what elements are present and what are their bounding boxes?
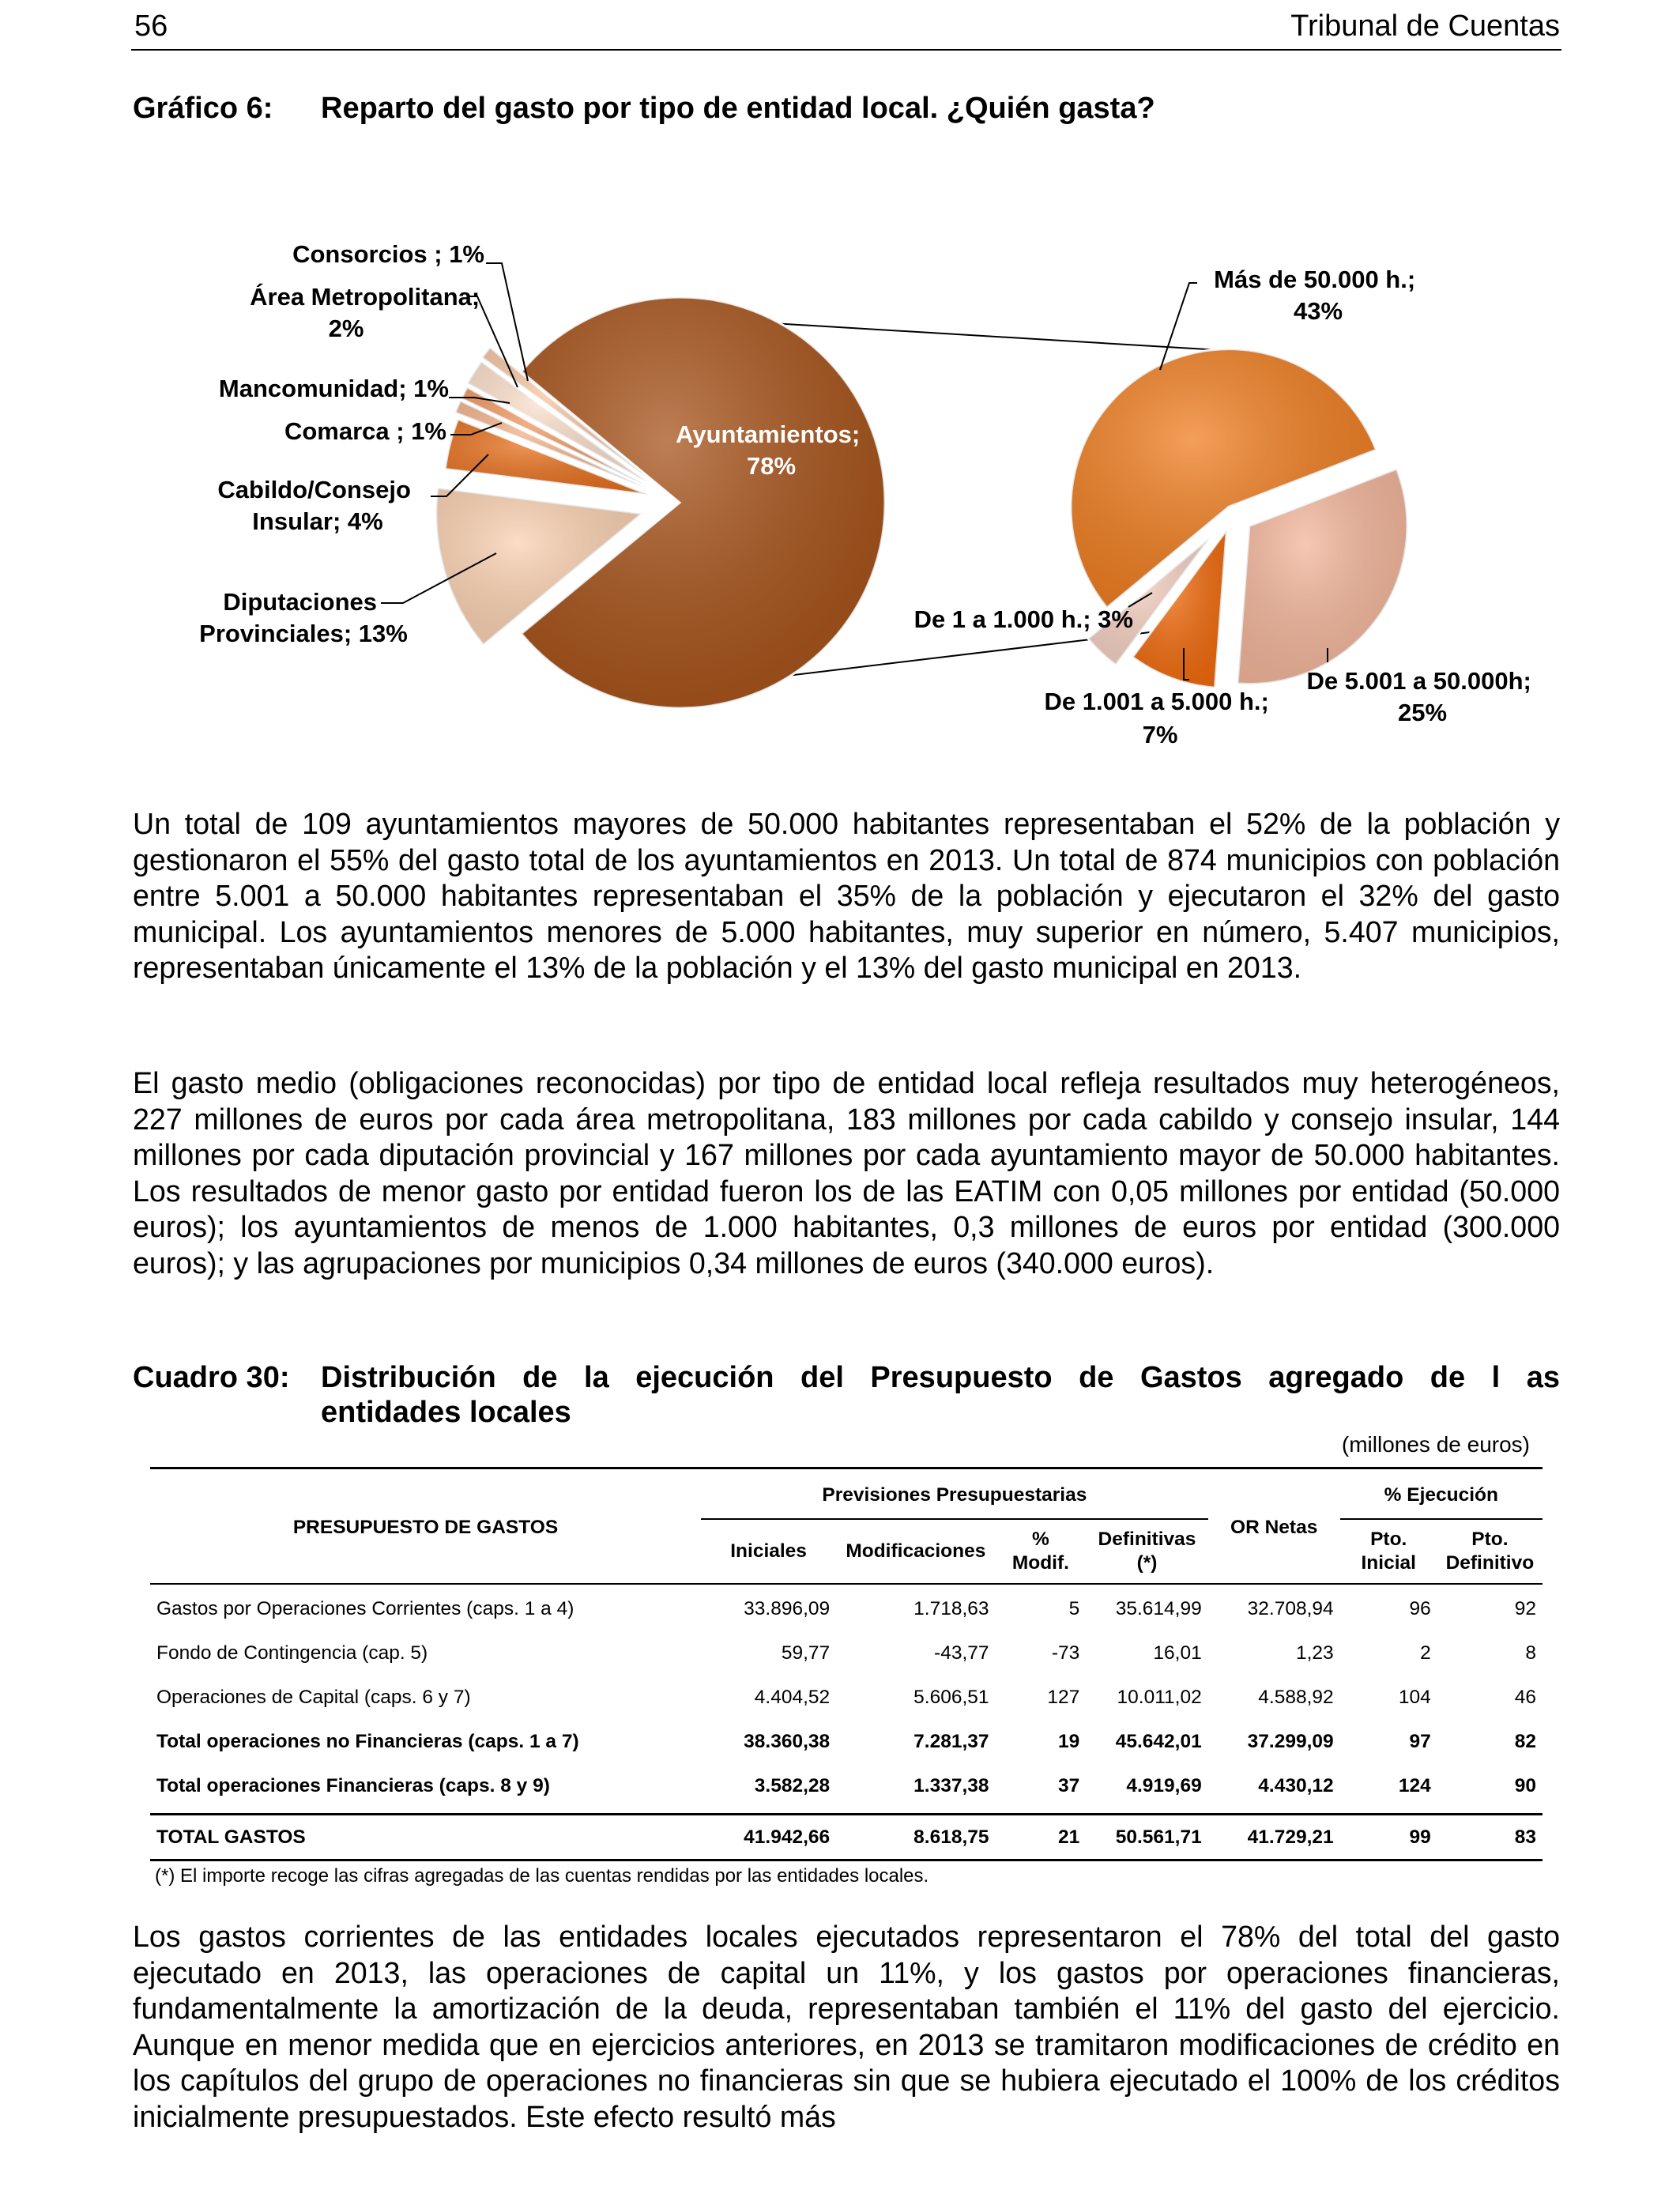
header-pto-definitivo: Pto. Definitivo [1445, 1528, 1535, 1574]
breakdown-pie [1071, 349, 1407, 688]
label-consorcios: Consorcios ; 1% [292, 240, 484, 268]
header-presupuesto: PRESUPUESTO DE GASTOS [292, 1517, 559, 1538]
paragraph-1: Un total de 109 ayuntamientos mayores de 50.000 habitantes representaban el 52% de la población y gestionaron el 55% del gasto total de los ayuntamientos en 2013. Un total de 874 municipios con población entre 5.001 a 50.000 habitantes representaban el 35% de la población y ejecutaron el 32% del gasto municipal. Los ayuntamientos menores de 5.000 habitantes, muy superior en número, 5.407 municipios, representaban únicamente el 13% de la población y el 13% del gasto municipal en 2013. [133, 807, 1560, 984]
header-definitivas: Definitivas (*) [1098, 1528, 1196, 1574]
table-row: Total operaciones Financieras (caps. 8 y 9) 3.582,28 1.337,38 37 4.919,69 4.430,12 124 90 [156, 1774, 1536, 1796]
table-row: Total operaciones no Financieras (caps. 1 a 7) 38.360,38 7.281,37 19 45.642,01 37.299,09 97 82 [156, 1730, 1536, 1752]
label-de5001: De 5.001 a 50.000h; 25% [1306, 667, 1531, 726]
table-row: Fondo de Contingencia (cap. 5) 59,77 -43,77 -73 16,01 1,23 2 8 [156, 1642, 1536, 1664]
table-footnote: (*) El importe recoge las cifras agregadas de las cuentas rendidas por las entidades locales. [155, 1865, 929, 1887]
table-row: Gastos por Operaciones Corrientes (caps. 1 a 4) 33.896,09 1.718,63 5 35.614,99 32.708,94 96 92 [156, 1597, 1536, 1619]
label-de1: De 1 a 1.000 h.; 3% [913, 605, 1133, 633]
label-comarca: Comarca ; 1% [284, 417, 446, 445]
table-total-row: TOTAL GASTOS 41.942,66 8.618,75 21 50.561,71 41.729,21 99 83 [156, 1826, 1536, 1848]
figure-caption-label: Gráfico 6: [133, 92, 273, 125]
budget-table [150, 1467, 1543, 1864]
label-diputaciones: Diputaciones Provinciales; 13% [199, 588, 408, 647]
table-units: (millones de euros) [1341, 1432, 1530, 1457]
table-caption-line2: entidades locales [321, 1396, 571, 1429]
table-caption [133, 1361, 1560, 1429]
main-pie [436, 297, 885, 708]
header-pct-modif: % Modif. [1011, 1528, 1069, 1574]
table-header-row-1 [150, 1473, 1543, 1519]
label-ayuntamientos: Ayuntamientos; 78% [676, 420, 861, 480]
table-caption-label: Cuadro 30: [133, 1361, 290, 1394]
main-pie-slice-shade-0 [522, 297, 885, 708]
label-cabildo: Cabildo/Consejo Insular; 4% [217, 476, 411, 535]
label-mas50000: Más de 50.000 h.; 43% [1214, 266, 1416, 325]
header-iniciales: Iniciales [730, 1540, 807, 1562]
header-previsiones: Previsiones Presupuestarias [701, 1473, 1208, 1519]
header-modificaciones: Modificaciones [846, 1540, 986, 1562]
breakdown-pie-slice-shade-1 [1237, 469, 1407, 684]
label-area: Área Metropolitana; 2% [250, 283, 480, 342]
header-or-netas: OR Netas [1230, 1517, 1318, 1538]
table-row: Operaciones de Capital (caps. 6 y 7) 4.404,52 5.606,51 127 10.011,02 4.588,92 104 46 [156, 1686, 1536, 1708]
running-header-title: Tribunal de Cuentas [1290, 9, 1560, 43]
header-ejecucion: % Ejecución [1340, 1473, 1543, 1519]
page-number: 56 [134, 9, 168, 43]
figure-caption-text: Reparto del gasto por tipo de entidad local. ¿Quién gasta? [321, 92, 1155, 125]
label-mancomunidad: Mancomunidad; 1% [218, 375, 449, 402]
table-caption-line1: Distribución de la ejecución del Presupuesto de Gastos agregado de l as [321, 1361, 1560, 1394]
paragraph-3: Los gastos corrientes de las entidades locales ejecutados representaron el 78% del total del gasto ejecutado en 2013, las operaciones de capital un 11%, y los gastos por operaciones financieras, fundamentalmente la amortización de la deuda, representaban también el 11% del gasto del ejercicio. Aunque en menor medida que en ejercicios anteriores, en 2013 se tramitaron modificaciones de crédito en los capítulos del grupo de operaciones no financieras sin que se hubiera ejecutado el 100% de los créditos inicialmente presupuestados. Este efecto resultó más [133, 1920, 1560, 2133]
header-pto-inicial: Pto. Inicial [1361, 1528, 1416, 1574]
paragraph-2: El gasto medio (obligaciones reconocidas) por tipo de entidad local refleja resultados muy heterogéneos, 227 millones de euros por cada área metropolitana, 183 millones por cada cabildo y consejo insular, 144 millones por cada diputación provincial y 167 millones por cada ayuntamiento mayor de 50.000 habitantes. Los resultados de menor gasto por entidad fueron los de las EATIM con 0,05 millones por entidad (50.000 euros); los ayuntamientos de menos de 1.000 habitantes, 0,3 millones de euros por entidad (300.000 euros); y las agrupaciones por municipios 0,34 millones de euros (340.000 euros). [133, 1066, 1560, 1280]
pie-of-pie-chart [0, 0, 1680, 790]
label-de1001: De 1.001 a 5.000 h.; 7% [1044, 688, 1269, 748]
